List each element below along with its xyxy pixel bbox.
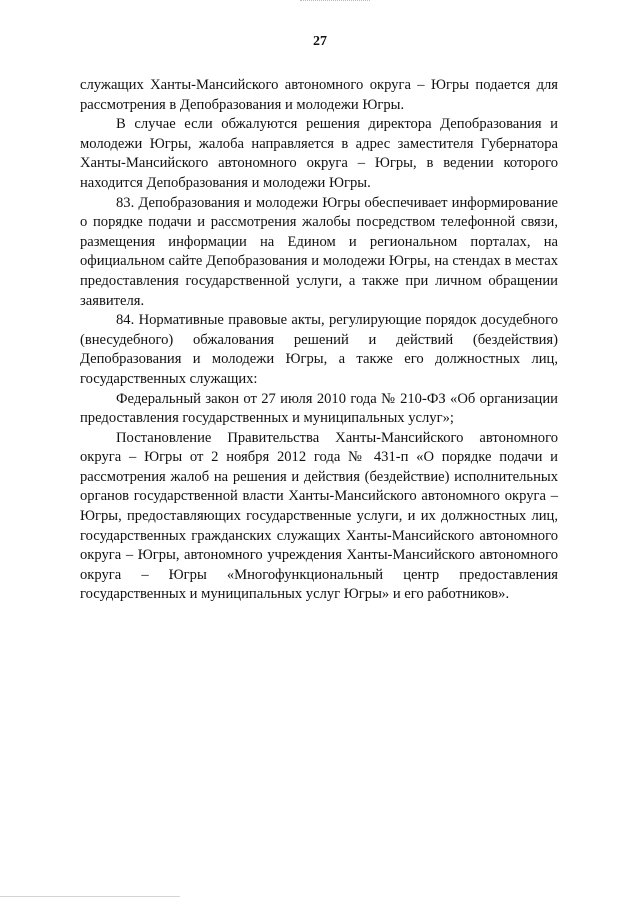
paragraph-item-83: 83. Депобразования и молодежи Югры обеспечивает информирование о порядке подачи и рассмотрения жалобы посредством телефонной связи, размещения информации на Едином и региональном порталах, на официальном сайте Депобразования и молодежи Югры, на стендах в местах предоставления государственной услуги, а также при личном обращении заявителя. <box>80 194 558 309</box>
page-number: 27 <box>313 34 327 49</box>
paragraph-continuation: служащих Ханты-Мансийского автономного округа – Югры подается для рассмотрения в Депобразования и молодежи Югры. <box>80 77 558 113</box>
paragraph-federal-law: Федеральный закон от 27 июля 2010 года № 210-ФЗ «Об организации предоставления государственных и муниципальных услуг»; <box>80 390 558 427</box>
paragraph-appeal-director: В случае если обжалуются решения директора Депобразования и молодежи Югры, жалоба направляется в адрес заместителя Губернатора Ханты-Мансийского автономного округа – Югры, в ведении которого находится Депобразования и молодежи Югры. <box>80 116 558 191</box>
paragraph-item-84: 84. Нормативные правовые акты, регулирующие порядок досудебного (внесудебного) обжалования решений и действий (бездействия) Депобразования и молодежи Югры, а также его должностных лиц, государственных служащих: <box>80 312 558 387</box>
paragraph-government-resolution: Постановление Правительства Ханты-Мансийского автономного округа – Югры от 2 ноября 2012 года № 431-п «О порядке подачи и рассмотрения жалоб на решения и действия (бездействие) исполнительных органов государственной власти Ханты-Мансийского автономного округа – Югры, предоставляющих государственные услуги, и их должностных лиц, государственных гражданских служащих Ханты-Мансийского автономного округа – Югры, автономного учреждения Ханты-Мансийского автономного округа – Югры «Многофункциональный центр предоставления государственных и муниципальных услуг Югры» и его работников». <box>80 429 558 603</box>
scan-artifact-bottom <box>0 896 180 897</box>
scan-artifact-top <box>300 0 370 7</box>
document-body <box>80 76 558 605</box>
